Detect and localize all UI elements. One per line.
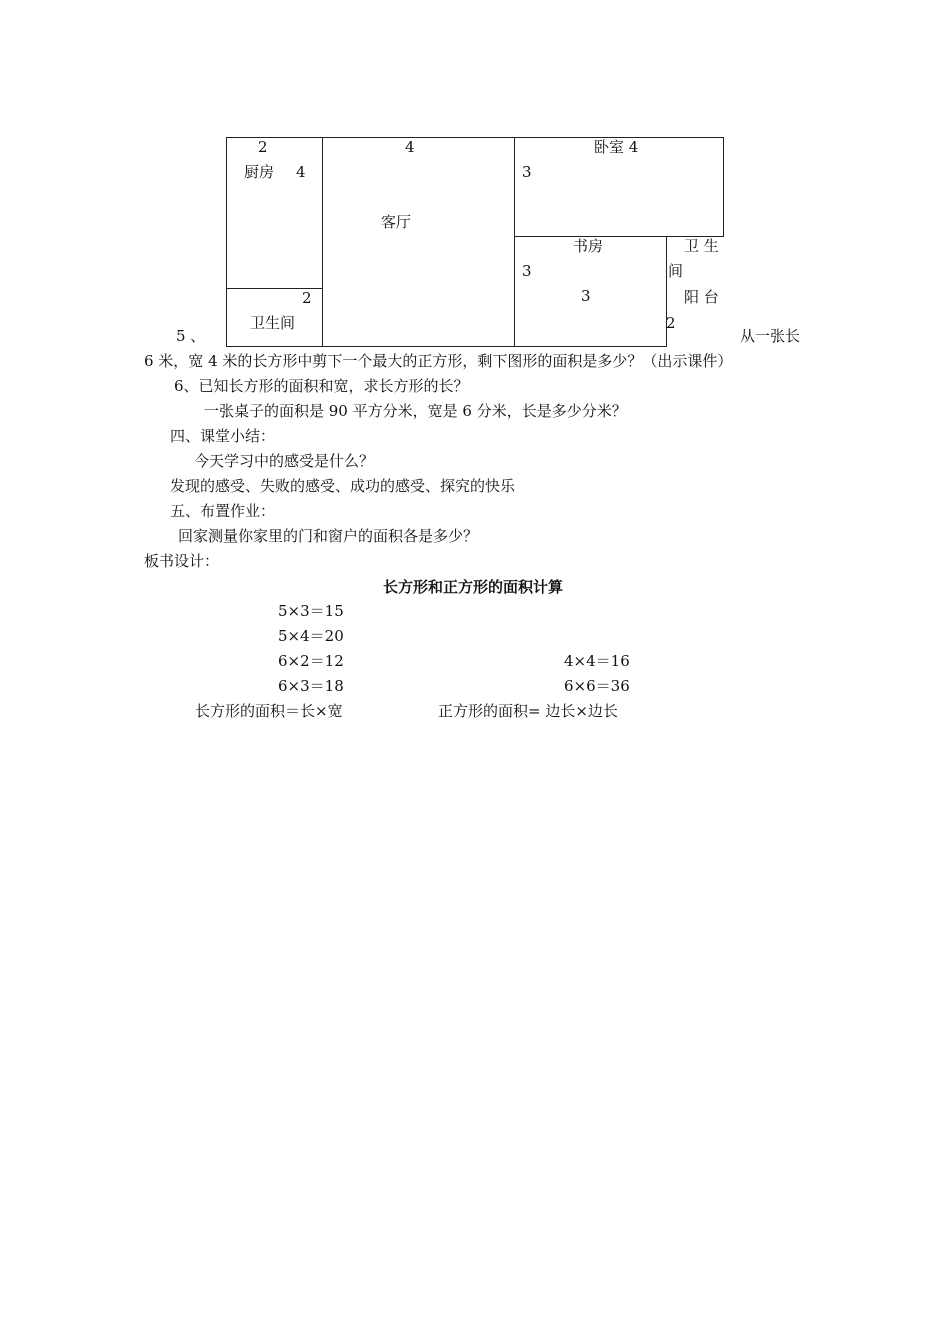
board-label: 板书设计：: [144, 552, 220, 570]
board-left-eq-4: 6×3＝18: [278, 677, 344, 695]
bath-right-name-a: 卫 生: [684, 237, 719, 255]
homework-text: 回家测量你家里的门和窗户的面积各是多少？: [178, 527, 479, 545]
bath-left-name-label: 卫生间: [250, 314, 296, 332]
bedroom-name-label: 卧室 4: [594, 138, 639, 156]
living-name-label: 客厅: [381, 213, 412, 231]
bath-right-width-label: 2: [666, 314, 676, 332]
homework-heading: 五、布置作业：: [170, 502, 276, 520]
bath-right-name-b: 间: [668, 262, 684, 280]
study-name-label: 书房: [573, 237, 604, 255]
q6-line2: 一张桌子的面积是 90 平方分米，宽是 6 分米，长是多少分米？: [204, 402, 627, 420]
bath-left-width-label: 2: [302, 289, 312, 307]
summary-answer: 发现的感受、失败的感受、成功的感受、探究的快乐: [170, 477, 516, 495]
q5-tail: 从一张长: [740, 327, 801, 345]
summary-question: 今天学习中的感受是什么？: [194, 452, 375, 470]
kitchen-length-label: 4: [296, 163, 306, 181]
study-side-label: 3: [522, 262, 532, 280]
living-width-label: 4: [405, 138, 415, 156]
kitchen-name-label: 厨房: [244, 163, 275, 181]
q6-line1: 6、已知长方形的面积和宽，求长方形的长？: [174, 377, 469, 395]
living-room: [322, 137, 515, 347]
board-right-eq-2: 6×6＝36: [564, 677, 630, 695]
summary-heading: 四、课堂小结：: [170, 427, 276, 445]
board-left-eq-2: 5×4＝20: [278, 627, 344, 645]
rect-area-formula: 长方形的面积＝长×宽: [195, 702, 343, 720]
kitchen-width-label: 2: [258, 138, 268, 156]
board-title: 长方形和正方形的面积计算: [383, 578, 564, 596]
balcony-label: 阳 台: [684, 288, 719, 306]
square-area-formula: 正方形的面积= 边长×边长: [438, 702, 618, 720]
board-left-eq-1: 5×3＝15: [278, 602, 344, 620]
bedroom-width-label: 3: [522, 163, 532, 181]
board-left-eq-3: 6×2＝12: [278, 652, 344, 670]
kitchen-room: [226, 137, 323, 289]
board-right-eq-1: 4×4＝16: [564, 652, 630, 670]
q5-line2: 6 米，宽 4 米的长方形中剪下一个最大的正方形，剩下图形的面积是多少？（出示课件）: [144, 352, 733, 370]
q5-number: 5 、: [176, 327, 206, 345]
study-side2-label: 3: [581, 287, 591, 305]
